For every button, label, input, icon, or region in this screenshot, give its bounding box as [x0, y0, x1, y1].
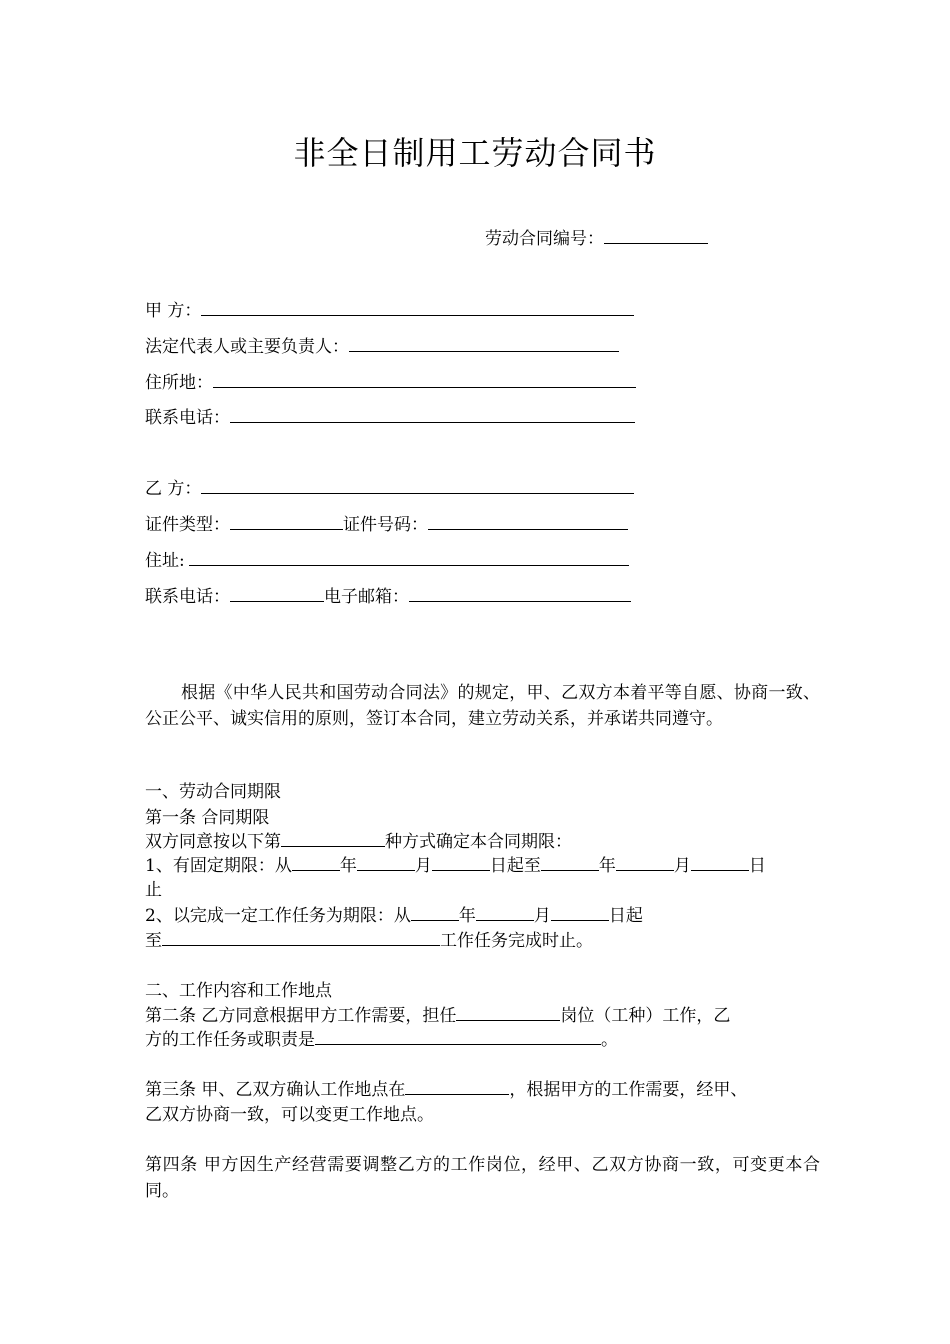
party-a-phone-label: 联系电话：	[145, 408, 230, 428]
article-3-text-a: 第三条 甲、乙双方确认工作地点在	[145, 1080, 406, 1100]
task-blank[interactable]	[162, 928, 440, 946]
article-1-text-b: 种方式确定本合同期限：	[385, 832, 572, 852]
option-1-stop: 止	[145, 880, 162, 900]
article-3-line-2: 乙双方协商一致，可以变更工作地点。	[145, 1105, 434, 1125]
party-b-id-type-blank[interactable]	[230, 512, 343, 530]
party-b-contact-line	[145, 584, 631, 610]
party-b-phone-label: 联系电话：	[145, 587, 230, 607]
to-label: 至	[145, 931, 162, 951]
option-2-day-blank[interactable]	[551, 903, 609, 921]
option-1-end-year-blank[interactable]	[541, 853, 599, 871]
article-2-text-c: 方的工作任务或职责是	[145, 1030, 315, 1050]
option-1-start-day-blank[interactable]	[432, 853, 490, 871]
party-b-email-blank[interactable]	[409, 584, 631, 602]
option-1-start-year-blank[interactable]	[292, 853, 340, 871]
article-4-paragraph: 第四条 甲方因生产经营需要调整乙方的工作岗位，经甲、乙双方协商一致，可变更本合同。	[145, 1155, 820, 1201]
work-location-blank[interactable]	[405, 1077, 509, 1095]
party-b-address-blank[interactable]	[189, 548, 629, 566]
party-a-phone-blank[interactable]	[230, 405, 635, 423]
party-a-rep-label: 法定代表人或主要负责人：	[145, 337, 349, 357]
month-label: 月	[533, 906, 551, 926]
day-from-label: 日起至	[489, 856, 541, 876]
preamble-paragraph: 根据《中华人民共和国劳动合同法》的规定，甲、乙双方本着平等自愿、协商一致、公正公平、诚实信用的原则，签订本合同，建立劳动关系，并承诺共同遵守。	[145, 683, 820, 729]
article-3-text-b: ，根据甲方的工作需要，经甲、	[509, 1080, 748, 1100]
year-label: 年	[458, 906, 476, 926]
party-a-name-label: 甲 方：	[145, 301, 202, 321]
party-b-email-label: 电子邮箱：	[324, 587, 409, 607]
article-1-title: 第一条 合同期限	[145, 808, 270, 828]
method-number-blank[interactable]	[281, 829, 385, 847]
position-blank[interactable]	[456, 1003, 560, 1021]
option-2-task-line	[145, 928, 593, 954]
party-b-name-blank[interactable]	[201, 476, 634, 494]
party-a-name-line	[145, 298, 634, 324]
option-2-year-blank[interactable]	[411, 903, 459, 921]
option-1-prefix: 1、有固定期限：从	[145, 856, 292, 876]
month-label: 月	[414, 856, 432, 876]
party-b-name-line	[145, 476, 634, 502]
option-2-prefix: 2、以完成一定工作任务为期限：从	[145, 906, 411, 926]
section-2-heading: 二、工作内容和工作地点	[145, 981, 332, 1001]
option-2-month-blank[interactable]	[476, 903, 534, 921]
contract-number-line	[485, 226, 708, 252]
party-b-id-type-label: 证件类型：	[145, 515, 230, 535]
article-1-method-line	[145, 829, 572, 855]
contract-number-label: 劳动合同编号：	[485, 229, 604, 249]
month-label: 月	[673, 856, 691, 876]
party-a-rep-line	[145, 334, 619, 360]
party-b-id-line	[145, 512, 628, 538]
article-2-line-2	[145, 1027, 618, 1053]
article-2-text-a: 第二条 乙方同意根据甲方工作需要，担任	[145, 1006, 457, 1026]
party-a-phone-line	[145, 405, 635, 431]
option-1-line	[145, 853, 766, 879]
party-b-id-no-blank[interactable]	[428, 512, 628, 530]
task-done-label: 工作任务完成时止。	[440, 931, 593, 951]
party-b-id-no-label: 证件号码：	[343, 515, 428, 535]
contract-number-blank[interactable]	[604, 226, 708, 244]
article-2-line-1	[145, 1003, 730, 1029]
day-start-label: 日起	[608, 906, 643, 926]
article-2-text-b: 岗位（工种）工作，乙	[560, 1006, 731, 1026]
party-a-address-label: 住所地：	[145, 373, 213, 393]
party-b-name-label: 乙 方：	[145, 479, 202, 499]
option-1-end-day-blank[interactable]	[691, 853, 749, 871]
party-a-rep-blank[interactable]	[349, 334, 619, 352]
duties-blank[interactable]	[315, 1027, 601, 1045]
year-label: 年	[598, 856, 616, 876]
option-1-end-month-blank[interactable]	[616, 853, 674, 871]
party-a-address-blank[interactable]	[213, 370, 636, 388]
article-2-end: 。	[601, 1030, 618, 1050]
option-1-start-month-blank[interactable]	[357, 853, 415, 871]
section-1-heading: 一、劳动合同期限	[145, 782, 281, 802]
party-a-name-blank[interactable]	[201, 298, 634, 316]
option-2-line	[145, 903, 643, 929]
document-title: 非全日制用工劳动合同书	[293, 134, 657, 172]
party-b-address-line	[145, 548, 629, 574]
party-b-address-label: 住址:	[145, 551, 185, 571]
article-1-text-a: 双方同意按以下第	[145, 832, 281, 852]
day-label: 日	[748, 856, 766, 876]
party-a-address-line	[145, 370, 636, 396]
article-3-line-1	[145, 1077, 747, 1103]
party-b-phone-blank[interactable]	[230, 584, 324, 602]
year-label: 年	[339, 856, 357, 876]
